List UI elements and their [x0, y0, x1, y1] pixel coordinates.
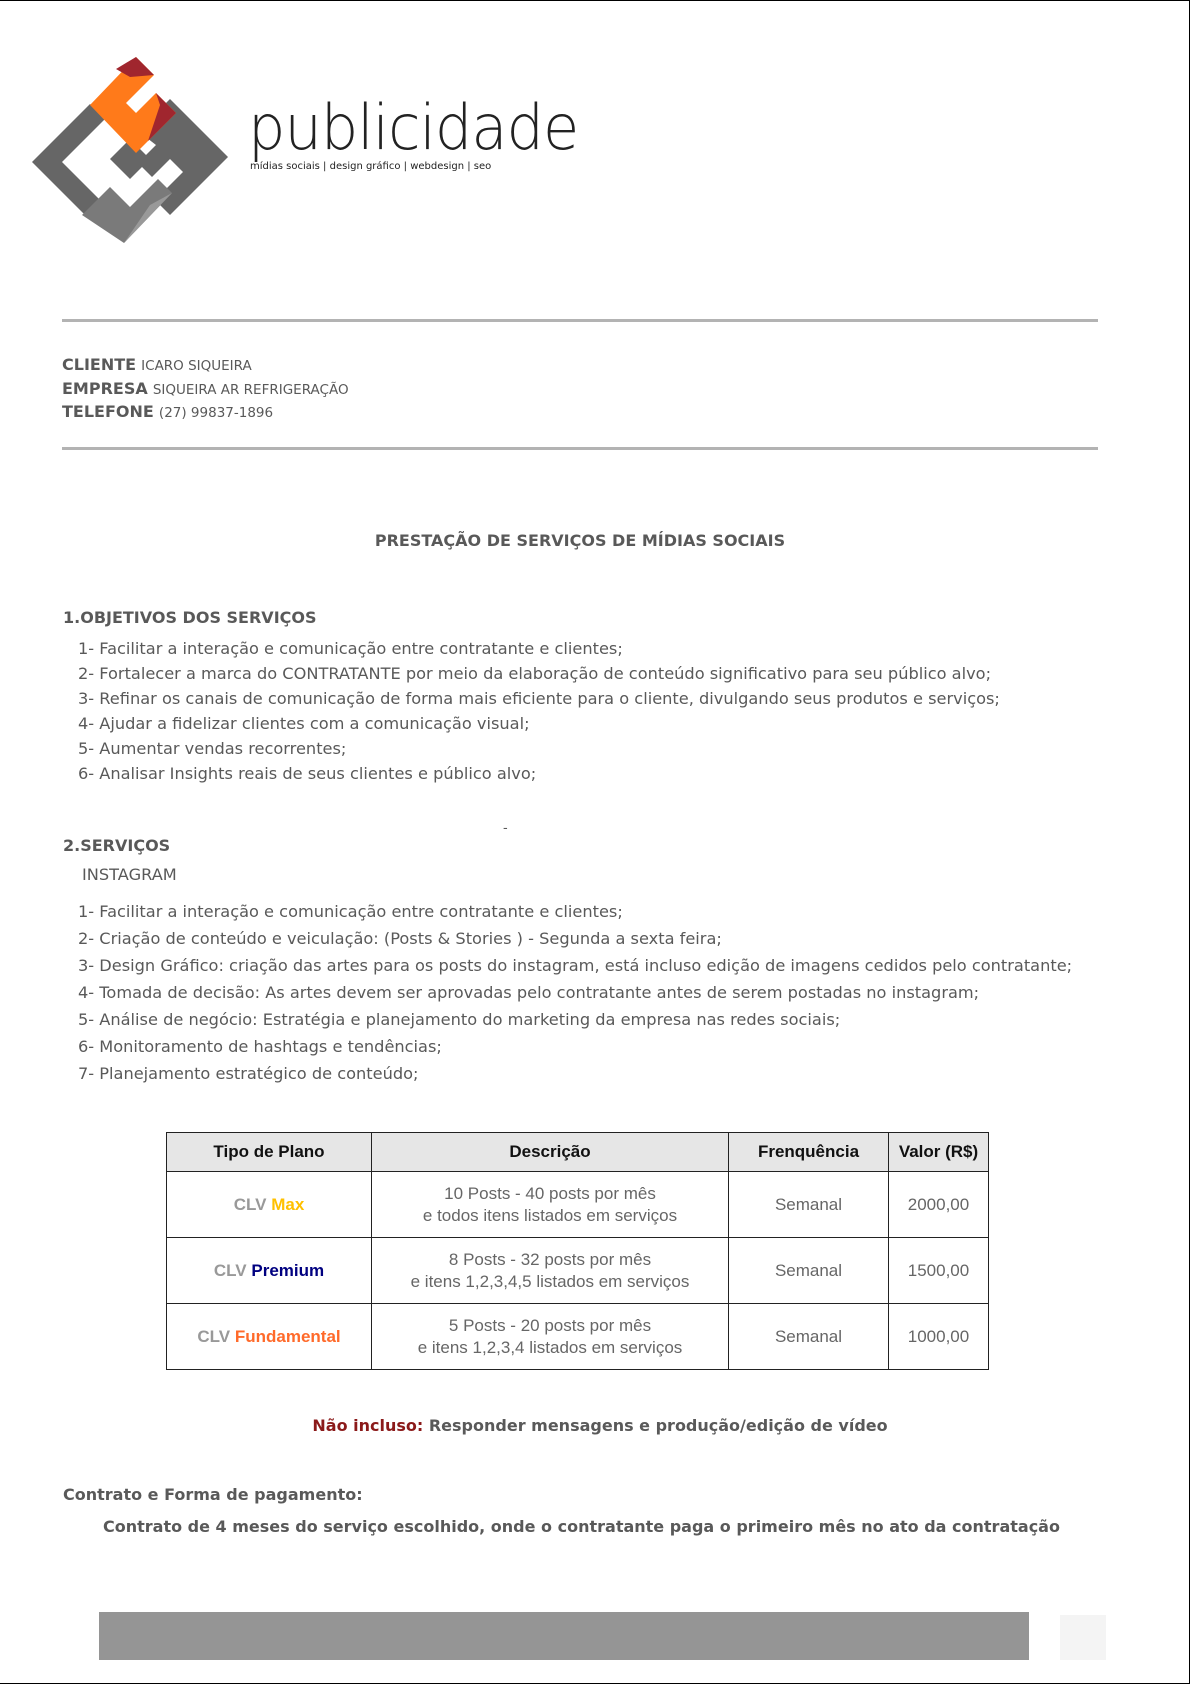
section-2-heading: 2.SERVIÇOS — [63, 836, 171, 855]
plan-name: CLV Max — [167, 1172, 372, 1238]
plan-description: 8 Posts - 32 posts por mês e itens 1,2,3,4,5 listados em serviços — [372, 1238, 729, 1304]
not-included-note — [0, 1416, 1190, 1435]
telefone-line — [62, 402, 273, 421]
plan-description: 10 Posts - 40 posts por mês e todos itens listados em serviços — [372, 1172, 729, 1238]
logo-brand-text: publicidade — [248, 91, 579, 164]
table-header-row — [167, 1133, 989, 1172]
objectives-list — [78, 636, 1000, 786]
list-item: 6- Monitoramento de hashtags e tendências; — [78, 1037, 442, 1056]
list-item: 5- Aumentar vendas recorrentes; — [78, 739, 347, 758]
list-item: 6- Analisar Insights reais de seus clientes e público alvo; — [78, 764, 537, 783]
cliente-label: CLIENTE — [62, 355, 137, 374]
plan-frequency: Semanal — [729, 1304, 889, 1370]
empresa-label: EMPRESA — [62, 379, 148, 398]
services-list — [78, 898, 1072, 1087]
contract-heading: Contrato e Forma de pagamento: — [63, 1485, 363, 1504]
not-included-label: Não incluso: — [312, 1416, 424, 1435]
header-frequency: Frenquência — [729, 1133, 889, 1172]
plan-value: 1000,00 — [889, 1304, 989, 1370]
plan-description: 5 Posts - 20 posts por mês e itens 1,2,3,4 listados em serviços — [372, 1304, 729, 1370]
cliente-value: ICARO SIQUEIRA — [141, 358, 252, 374]
plan-frequency: Semanal — [729, 1172, 889, 1238]
plan-value: 1500,00 — [889, 1238, 989, 1304]
list-item: 3- Refinar os canais de comunicação de forma mais eficiente para o cliente, divulgando seus produtos e serviços; — [78, 689, 1000, 708]
list-item: 1- Facilitar a interação e comunicação entre contratante e clientes; — [78, 639, 623, 658]
telefone-label: TELEFONE — [62, 402, 154, 421]
header-plan-type: Tipo de Plano — [167, 1133, 372, 1172]
footer-page-box — [1060, 1615, 1106, 1660]
client-line — [62, 355, 252, 374]
divider — [62, 319, 1098, 322]
list-item: 2- Fortalecer a marca do CONTRATANTE por meio da elaboração de conteúdo significativo para seu público alvo; — [78, 664, 992, 683]
plan-value: 2000,00 — [889, 1172, 989, 1238]
contract-text: Contrato de 4 meses do serviço escolhido, onde o contratante paga o primeiro mês no ato da contratação — [103, 1517, 1060, 1536]
list-item: 2- Criação de conteúdo e veiculação: (Posts & Stories ) - Segunda a sexta feira; — [78, 929, 722, 948]
footer-bar — [99, 1612, 1029, 1660]
not-included-text: Responder mensagens e produção/edição de vídeo — [423, 1416, 888, 1435]
header-value: Valor (R$) — [889, 1133, 989, 1172]
document-title: PRESTAÇÃO DE SERVIÇOS DE MÍDIAS SOCIAIS — [374, 531, 786, 550]
logo-tagline: mídias sociais | design gráfico | webdesign | seo — [250, 161, 492, 172]
list-item: 7- Planejamento estratégico de conteúdo; — [78, 1064, 419, 1083]
list-item: 5- Análise de negócio: Estratégia e planejamento do marketing da empresa nas redes sociais; — [78, 1010, 841, 1029]
list-item: 3- Design Gráfico: criação das artes para os posts do instagram, está incluso edição de imagens cedidos pelo contratante; — [78, 956, 1073, 975]
list-item: 1- Facilitar a interação e comunicação entre contratante e clientes; — [78, 902, 623, 921]
logo-mark-icon — [30, 47, 230, 249]
section-1-heading: 1.OBJETIVOS DOS SERVIÇOS — [63, 608, 317, 627]
plans-table — [166, 1132, 989, 1370]
instagram-subheading: INSTAGRAM — [82, 865, 177, 884]
list-item: 4- Ajudar a fidelizar clientes com a comunicação visual; — [78, 714, 530, 733]
divider — [62, 447, 1098, 450]
list-item: 4- Tomada de decisão: As artes devem ser aprovadas pelo contratante antes de serem postadas no instagram; — [78, 983, 980, 1002]
empresa-value: SIQUEIRA AR REFRIGERAÇÃO — [152, 382, 349, 398]
table-row — [167, 1172, 989, 1238]
stray-dash: - — [503, 821, 508, 836]
plan-name: CLV Fundamental — [167, 1304, 372, 1370]
header-description: Descrição — [372, 1133, 729, 1172]
table-row — [167, 1238, 989, 1304]
plan-frequency: Semanal — [729, 1238, 889, 1304]
table-row — [167, 1304, 989, 1370]
empresa-line — [62, 379, 349, 398]
telefone-value: (27) 99837-1896 — [158, 405, 274, 421]
plan-name: CLV Premium — [167, 1238, 372, 1304]
